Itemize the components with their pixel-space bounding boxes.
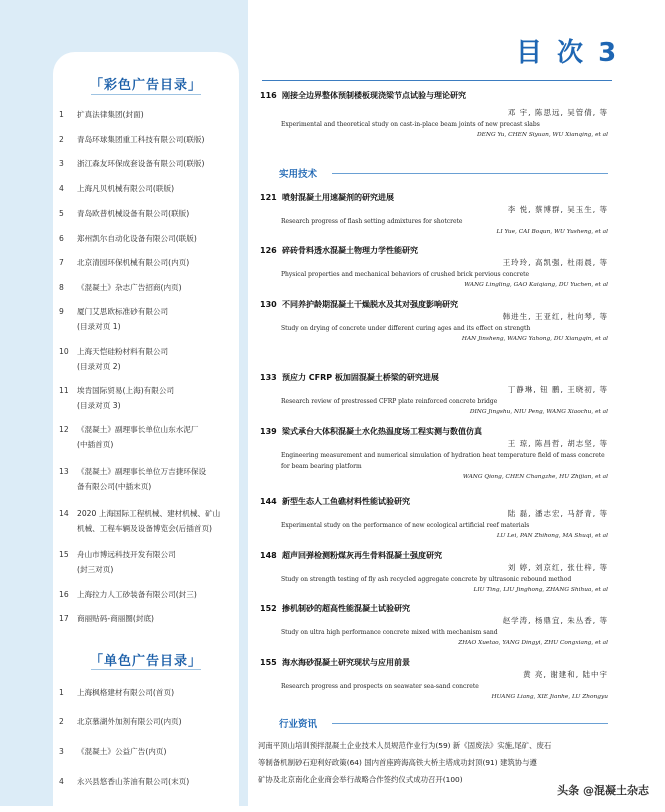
section-practical-title: 实用技术 <box>279 169 318 180</box>
divider <box>91 669 201 670</box>
entry-english-authors: DING Jingshu, NIU Peng, WANG Xiaochu, et al <box>469 409 608 415</box>
ad-item-number: 11 <box>59 386 69 395</box>
entry-authors: 王玲玲, 高凯强, 杜雨晨, 等 <box>502 258 608 267</box>
ad-item-line: (目录对页 1) <box>77 322 121 331</box>
entry-title: 梁式承台大体积混凝土水化热温度场工程实测与数值仿真 <box>282 427 482 436</box>
ad-item-text <box>77 612 237 625</box>
ad-item-line: (目录对页 3) <box>77 401 121 410</box>
entry-english-title: Experimental and theoretical study on cast-in-place beam joints of new precast slabs <box>281 121 540 128</box>
entry-english-title: Engineering measurement and numerical simulation of hydration heat temperature field of mass concrete for beam bearing platform <box>281 452 605 470</box>
entry-page-number: 152 <box>260 604 277 613</box>
ad-item-number: 2 <box>59 717 64 726</box>
entry-title: 预应力 CFRP 板加固混凝土桥梁的研究进展 <box>282 373 439 382</box>
divider <box>91 94 201 95</box>
ad-item-number: 6 <box>59 234 64 243</box>
ad-item-number: 5 <box>59 209 64 218</box>
entry-title: 海水海砂混凝土研究现状与应用前景 <box>282 658 410 667</box>
ad-item-text <box>77 232 237 245</box>
entry-authors: 韩进生, 王亚红, 杜向琴, 等 <box>502 312 608 321</box>
entry-title-line <box>260 192 608 204</box>
entry-page-number: 144 <box>260 497 277 506</box>
entry-title: 喷射混凝土用速凝剂的研究进展 <box>282 193 394 202</box>
ad-item-number: 3 <box>59 159 64 168</box>
entry-title-line <box>260 245 608 257</box>
entry-title-line <box>260 299 608 311</box>
toc-title: 目 次 3 <box>516 38 620 68</box>
entry-english-title: Study on ultra high performance concrete mixed with mechanism sand <box>281 629 498 636</box>
ad-item-text: 北京慕湖外加剂有限公司(内页) <box>77 717 182 726</box>
ad-item-number: 7 <box>59 258 64 267</box>
entry-page-number: 148 <box>260 551 277 560</box>
entry-title: 不同养护龄期混凝土干燥脱水及其对强度影响研究 <box>282 300 458 309</box>
ad-item-line: (中插首页) <box>77 440 114 449</box>
ad-item-text <box>77 256 237 269</box>
ad-item-text <box>77 157 237 170</box>
news-line: 等制备机制砂石迎利好政策(64) 国内首座跨海高铁大桥主塔成功封顶(91) 建筑协与遵 <box>258 758 537 767</box>
entry-title: 超声回弹检测粉煤灰再生骨料混凝土强度研究 <box>282 551 442 560</box>
ad-item-line: 2020 上海国际工程机械、建材机械、矿山 <box>77 509 221 518</box>
entry-title-line <box>260 426 608 438</box>
ad-item-line: 埃肯国际贸易(上海)有限公司 <box>77 386 175 395</box>
ad-item-number: 1 <box>59 110 64 119</box>
ad-item-number: 4 <box>59 777 64 786</box>
entry-page-number: 133 <box>260 373 277 382</box>
toc-entry[interactable] <box>260 426 608 482</box>
entry-english-authors: HAN Jinsheng, WANG Yahong, DU Xiangqin, et al <box>461 336 608 342</box>
sidebar <box>0 0 248 806</box>
entry-english-title: Physical properties and mechanical behaviors of crushed brick pervious concrete <box>281 271 530 278</box>
ad-item-number: 15 <box>59 550 69 559</box>
ad-item-line: (封三对页) <box>77 565 114 574</box>
single-ads-title: 「单色广告目录」 <box>89 654 203 669</box>
ad-item-text <box>77 133 237 146</box>
ad-item-line: 北京清园环保机械有限公司(内页) <box>77 258 190 267</box>
ad-item-line: 上海拉力人工砂装备有限公司(封三) <box>77 590 197 599</box>
ad-item-text: 上海枫格建材有限公司(首页) <box>77 688 175 697</box>
ad-item-text <box>77 345 237 373</box>
entry-authors: 王 琼, 陈昌哲, 胡志坚, 等 <box>507 439 608 448</box>
ad-item-line: 《混凝土》杂志广告招商(内页) <box>77 283 182 292</box>
ad-item-number: 2 <box>59 135 64 144</box>
ad-item-line: 《混凝土》副理事长单位万吉捷环保设 <box>77 467 207 476</box>
ad-item-number: 4 <box>59 184 64 193</box>
entry-english-authors: LIU Ting, LIU Jinghong, ZHANG Shihua, et al <box>473 587 608 593</box>
ad-item-line: 《混凝土》副理事长单位山东水泥厂 <box>77 425 199 434</box>
entry-title-line <box>260 90 608 102</box>
entry-authors: 丁静琳, 钮 鹏, 王晓初, 等 <box>507 385 608 394</box>
ad-item-line: 扩真法律集团(封面) <box>77 110 144 119</box>
entry-title-line <box>260 550 608 562</box>
ad-item-text <box>77 305 237 333</box>
entry-english-title: Research progress of flash setting admixtures for shotcrete <box>281 218 463 225</box>
entry-english-authors: DENG Yu, CHEN Siyuan, WU Xianqing, et al <box>477 132 608 138</box>
entry-authors: 邓 宇, 陈思远, 吴管倩, 等 <box>507 108 608 117</box>
entry-authors: 陆 磊, 潘志宏, 马舒青, 等 <box>507 509 608 518</box>
ad-item-line: 上海天恺硅粉材料有限公司 <box>77 347 169 356</box>
entry-english-title: Research progress and prospects on seawater sea-sand concrete <box>281 683 479 690</box>
ad-item-text <box>77 423 237 451</box>
ad-item-number: 12 <box>59 425 69 434</box>
toc-entry[interactable] <box>260 372 608 417</box>
entry-title: 新型生态人工鱼礁材料性能试验研究 <box>282 497 410 506</box>
ad-item-text <box>77 182 237 195</box>
ad-item-number: 14 <box>59 509 69 518</box>
ad-item-line: 上海凡贝机械有限公司(联版) <box>77 184 175 193</box>
entry-english-authors: HUANG Liang, XIE Jianhe, LU Zhongyu <box>491 694 608 700</box>
toc-entry[interactable] <box>260 245 608 290</box>
news-text <box>258 737 610 788</box>
ad-item-text <box>77 507 237 535</box>
entry-english-authors: LI Yue, CAI Boqun, WU Yusheng, et al <box>496 229 608 235</box>
entry-english-title: Study on drying of concrete under different curing ages and its effect on strength <box>281 325 531 332</box>
ad-item-line: 青岛欧普机械设备有限公司(联版) <box>77 209 190 218</box>
entry-page-number: 130 <box>260 300 277 309</box>
entry-title-line <box>260 603 608 615</box>
entry-english-authors: WANG Qiong, CHEN Changzhe, HU Zhijian, et al <box>462 474 608 480</box>
entry-title: 刚接全边界整体预制楼板现浇梁节点试验与理论研究 <box>282 91 466 100</box>
ad-item-line: 商丽贴码-商丽圈(封底) <box>77 614 155 623</box>
ad-item-text <box>77 281 237 294</box>
ad-item-number: 8 <box>59 283 64 292</box>
ad-item-text <box>77 108 237 121</box>
ad-item-line: 浙江森友环保成套设备有限公司(联版) <box>77 159 205 168</box>
ad-item-line: (目录对页 2) <box>77 362 121 371</box>
ad-item-number: 3 <box>59 747 64 756</box>
ad-item-text: 永兴县悠香山茶油有限公司(末页) <box>77 777 190 786</box>
watermark: 头条 @混凝土杂志 <box>557 784 649 797</box>
entry-authors: 刘 婷, 刘京红, 张仕梓, 等 <box>507 563 608 572</box>
ad-item-text <box>77 384 237 412</box>
entry-title-line <box>260 372 608 384</box>
section-rule <box>332 173 608 174</box>
entry-title: 碎砖骨料透水混凝土物理力学性能研究 <box>282 246 418 255</box>
entry-authors: 李 悦, 蔡博群, 吴玉生, 等 <box>507 205 608 214</box>
ad-item-number: 9 <box>59 307 64 316</box>
ad-item-text <box>77 548 237 576</box>
entry-english-title: Experimental study on the performance of new ecological artificial reef materials <box>281 522 530 529</box>
entry-english-authors: ZHAO Xuetao, YANG Dingyi, ZHU Congxiang, et al <box>458 640 608 646</box>
ad-item-number: 16 <box>59 590 69 599</box>
entry-title-line <box>260 496 608 508</box>
ad-item-number: 10 <box>59 347 69 356</box>
toc-entry[interactable] <box>260 90 608 140</box>
ad-item-line: 机械、工程车辆及设备博览会(后插首页) <box>77 524 213 533</box>
entry-english-authors: WANG Lingling, GAO Kaiqiang, DU Yuchen, et al <box>464 282 608 288</box>
news-line: 矿协及北京南化企业商会举行战略合作签约仪式成功召开(100) <box>258 775 463 784</box>
toc-entry[interactable] <box>260 657 608 702</box>
section-news-title: 行业资讯 <box>279 719 318 730</box>
ad-item-line: 郑州凯尔自动化设备有限公司(联版) <box>77 234 197 243</box>
entry-title-line <box>260 657 608 669</box>
entry-english-title: Study on strength testing of fly ash recycled aggregate concrete by ultrasonic rebound method <box>281 576 572 583</box>
ad-item-text: 《混凝土》公益广告(内页) <box>77 747 167 756</box>
ad-item-line: 舟山市博远科技开发有限公司 <box>77 550 176 559</box>
ad-item-line: 备有限公司(中插末页) <box>77 482 152 491</box>
entry-page-number: 121 <box>260 193 277 202</box>
ad-item-number: 1 <box>59 688 64 697</box>
entry-page-number: 155 <box>260 658 277 667</box>
toc-entry[interactable] <box>260 192 608 237</box>
ad-item-text <box>77 588 237 601</box>
color-ads-title: 「彩色广告目录」 <box>89 78 203 93</box>
toc-rule <box>262 80 612 81</box>
news-line: 河南平顶山培训预拌混凝土企业技术人员规范作业行为(59) 新《固废法》实施,尾矿、废石 <box>258 741 552 750</box>
entry-english-title: Research review of prestressed CFRP plate reinforced concrete bridge <box>281 398 498 405</box>
entry-authors: 黄 亮, 谢建和, 陆中宇 <box>523 670 608 679</box>
ad-item-number: 13 <box>59 467 69 476</box>
entry-page-number: 116 <box>260 91 277 100</box>
ad-item-text <box>77 465 237 493</box>
toc-entry[interactable] <box>260 496 608 541</box>
entry-english-authors: LU Lei, PAN Zhihong, MA Shuqi, et al <box>496 533 608 539</box>
toc-entry[interactable] <box>260 299 608 344</box>
section-rule <box>332 723 608 724</box>
ad-item-line: 青岛环球集团重工科技有限公司(联版) <box>77 135 205 144</box>
ad-item-text <box>77 207 237 220</box>
entry-page-number: 139 <box>260 427 277 436</box>
ad-item-line: 厦门艾思欧标准砂有限公司 <box>77 307 169 316</box>
ad-panel <box>53 52 239 812</box>
entry-page-number: 126 <box>260 246 277 255</box>
ad-item-number: 17 <box>59 614 69 623</box>
toc-entry[interactable] <box>260 550 608 595</box>
toc-entry[interactable] <box>260 603 608 648</box>
entry-authors: 赵学涛, 杨鼎宜, 朱丛香, 等 <box>502 616 608 625</box>
entry-title: 掺机制砂的超高性能混凝土试验研究 <box>282 604 410 613</box>
